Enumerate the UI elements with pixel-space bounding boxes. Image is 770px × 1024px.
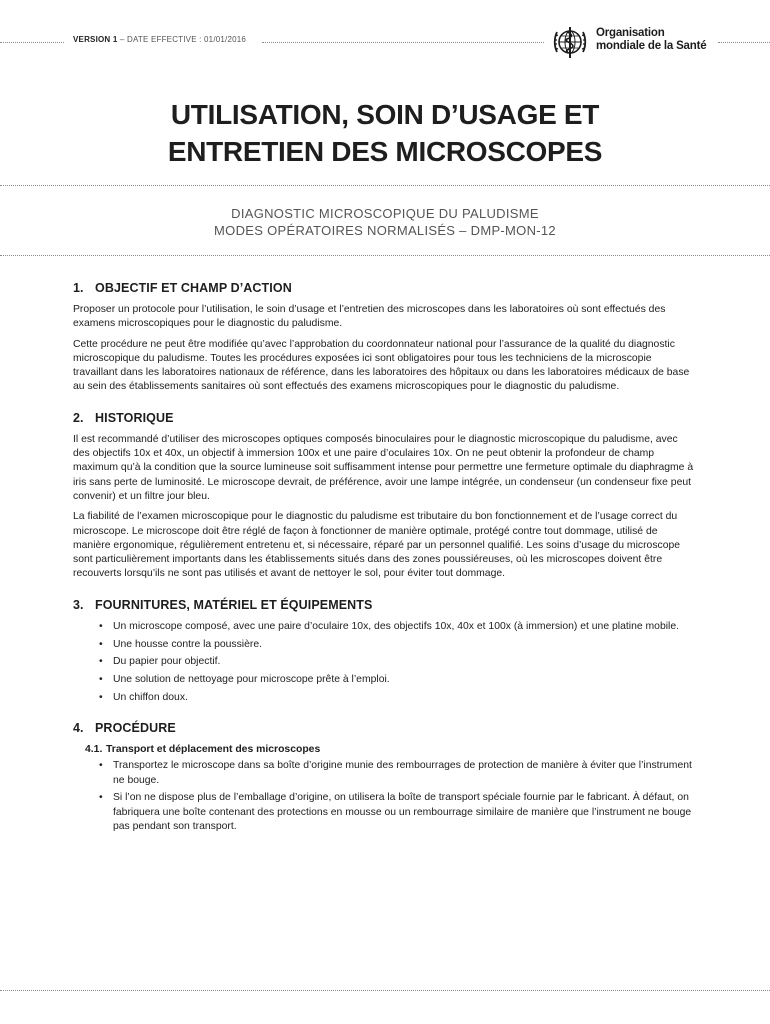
subsection-number: 4.1. [85, 744, 103, 756]
supplies-list [73, 620, 697, 705]
page-title-line2: ENTRETIEN DES MICROSCOPES [167, 136, 603, 167]
section-procedure [73, 720, 697, 834]
list-item: • Une solution de nettoyage pour microscope prête à l’emploi. [73, 673, 697, 687]
section-fournitures [73, 597, 697, 705]
list-item: • Du papier pour objectif. [73, 655, 697, 669]
procedure-list [73, 759, 697, 834]
list-item: • Une housse contre la poussière. [73, 638, 697, 652]
section-heading [73, 597, 697, 614]
title-divider [0, 185, 770, 186]
section-number: 4. [73, 721, 84, 736]
list-item: • Un chiffon doux. [73, 691, 697, 705]
section-heading [73, 720, 697, 737]
subsection-title: Transport et déplacement des microscopes [106, 744, 321, 756]
page-title-line1: UTILISATION, SOIN D’USAGE ET [170, 99, 600, 130]
header-rule-left [0, 42, 64, 43]
subtitle-line2: MODES OPÉRATOIRES NORMALISÉS – DMP-MON-12 [214, 223, 556, 238]
organisation-name-line1: Organisation [596, 27, 665, 39]
list-item: • Si l’on ne dispose plus de l’emballage d’origine, on utilisera la boîte de transport spéciale fournie par le fabricant. À défaut, on fabriquera une boîte contenant des protections en mousse ou un rembourrage similaire de manière que l’instrument ne bouge pas pendant son transport. [73, 791, 697, 834]
organisation-name [596, 27, 706, 53]
document-body [73, 280, 697, 849]
paragraph: Il est recommandé d’utiliser des microscopes optiques composés binoculaires pour le diagnostic microscopique du paludisme, avec des objectifs 10x et 40x, un objectif à immersion 100x et une paire d’oculaires 10x. On ne peut obtenir la profondeur de champ maximum qu’à la condition que la source lumineuse soit suffisamment intense pour permettre une fermeture optimale du diaphragme à iris sans perte de luminosité. Le microscope devrait, de préférence, avoir une lampe intégrée, un condenseur (un condenseur fixe peut convenir) et un filtre jour bleu. [73, 433, 694, 502]
section-number: 1. [73, 281, 84, 295]
subtitle-divider [0, 255, 770, 256]
paragraph: Proposer un protocole pour l’utilisation, le soin d’usage et l’entretien des microscopes dans les laboratoires où sont effectués des examens microscopiques pour le diagnostic du paludisme. [73, 304, 666, 330]
subtitle-line1: DIAGNOSTIC MICROSCOPIQUE DU PALUDISME [231, 206, 539, 221]
paragraph: Cette procédure ne peut être modifiée qu’avec l’approbation du coordonnateur national pour l’assurance de la qualité du diagnostic microscopique du paludisme. Toutes les procédures exposées ici sont obligatoires pour tous les techniciens de la microscopie travaillant dans les laboratoires nationaux de référence, dans les laboratoires des hôpitaux ou dans les laboratoires médicaux de base au sein des établissements sanitaires où sont effectués des examens microscopiques pour le diagnostic du paludisme. [73, 338, 690, 393]
section-title: FOURNITURES, MATÉRIEL ET ÉQUIPEMENTS [95, 597, 373, 612]
section-title: OBJECTIF ET CHAMP D’ACTION [95, 281, 292, 295]
organisation-name-line2: mondiale de la Santé [596, 40, 707, 52]
page-title [0, 96, 770, 170]
section-objectif [73, 280, 697, 395]
list-item: • Un microscope composé, avec une paire d’oculaire 10x, des objectifs 10x, 40x et 100x (à immersion) et une platine mobile. [73, 620, 697, 634]
footer-divider [0, 990, 770, 991]
header-rule-right [718, 42, 770, 43]
section-title: PROCÉDURE [95, 721, 176, 736]
version-line [73, 35, 246, 44]
section-heading [73, 280, 697, 297]
list-item: • Transportez le microscope dans sa boîte d’origine munie des rembourrages de protection de manière à éviter que l’instrument ne bouge. [73, 759, 697, 788]
section-number: 2. [73, 410, 84, 425]
section-heading [73, 410, 697, 427]
who-emblem-icon [551, 24, 589, 60]
header-rule-middle [262, 42, 544, 43]
date-effective: – DATE EFFECTIVE : 01/01/2016 [117, 35, 247, 44]
page-subtitle [0, 205, 770, 239]
page-header [0, 24, 770, 60]
section-historique [73, 410, 697, 582]
section-number: 3. [73, 597, 84, 612]
version-label: VERSION 1 [73, 35, 118, 44]
subsection-heading [85, 743, 697, 757]
section-title: HISTORIQUE [95, 410, 174, 425]
paragraph: La fiabilité de l’examen microscopique pour le diagnostic du paludisme est tributaire du bon fonctionnement et de l’usage correct du microscope. Le microscope doit être réglé de façon à fonctionner de manière optimale, protégé contre tout dommage, utilisé de manière ergonomique, régulièrement entretenu et, si nécessaire, réparé par un personnel qualifié. Les soins d’usage du microscope sont particulièrement importants dans les établissements situés dans des zones poussiéreuses, où les microscopes doivent être recouverts lorsqu’ils ne sont pas utilisés et avant de nettoyer le sol, pour éviter tout dommage. [73, 511, 681, 580]
